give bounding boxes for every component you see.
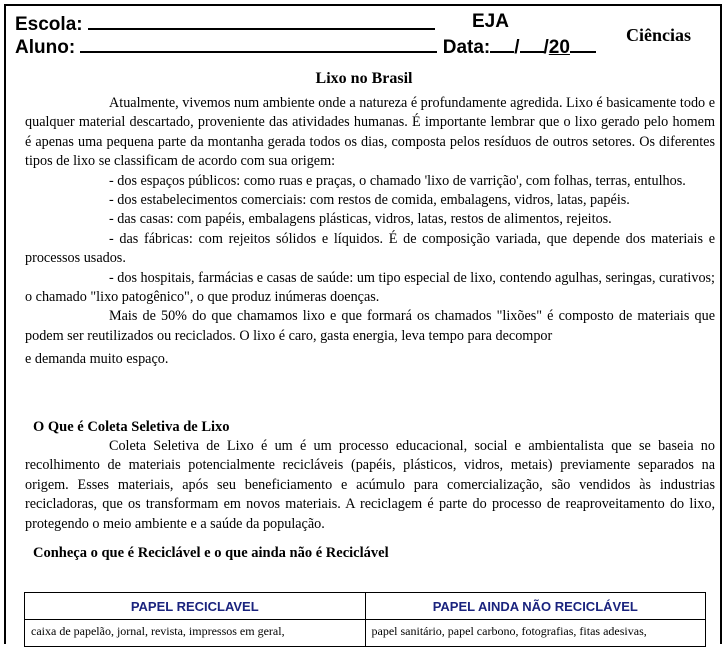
- student-blank[interactable]: [80, 35, 437, 53]
- date-year-blank[interactable]: [570, 35, 596, 53]
- date-sep-1: /: [514, 37, 520, 58]
- student-label: Aluno:: [15, 37, 76, 58]
- school-blank[interactable]: [88, 12, 435, 30]
- list-item-factories: - das fábricas: com rejeitos sólidos e líquidos. É de composição variada, que depende dos materiais e processos usados.: [25, 230, 715, 267]
- date-sep-2: /: [543, 37, 549, 58]
- table-row: [25, 620, 706, 647]
- section-title-selective-collection: O Que é Coleta Seletiva de Lixo: [33, 419, 230, 435]
- paragraph-2: Mais de 50% do que chamamos lixo e que formará os chamados "lixões" é composto de materiais que podem ser reutilizados ou reciclados. O lixo é caro, gasta energia, leva tempo para decompor: [25, 308, 715, 344]
- cell-not-recyclable: papel sanitário, papel carbono, fotografias, fitas adesivas,: [365, 620, 706, 647]
- page-title: Lixo no Brasil: [315, 70, 413, 87]
- school-label: Escola:: [15, 14, 83, 35]
- list-item-homes: - das casas: com papéis, embalagens plásticas, vidros, latas, restos de alimentos, rejeitos.: [109, 211, 612, 228]
- date-year-prefix: 20: [548, 37, 570, 58]
- selective-collection-text: Coleta Seletiva de Lixo é um é um processo educacional, social e ambientalista que se baseia no recolhimento de materiais potencialmente recicláveis (papéis, plásticos, vidros, metais) previamente separados na origem. Esses materiais, após seu beneficiamento e acúmulo para comercialização, são vendidos às industrias recicladoras, que os transformam em novos materiais. A reciclagem é parte do processo de reaproveitamento do lixo, protegendo o meio ambiente e a saúde da população.: [25, 438, 715, 532]
- section-title-recyclable: Conheça o que é Reciclável e o que ainda não é Reciclável: [33, 545, 389, 561]
- paragraph-1: Atualmente, vivemos num ambiente onde a natureza é profundamente agredida. Lixo é basicamente todo e qualquer material descartado, proveniente das atividades humanas. É importante lembrar que o lixo gerado pelo homem é apenas uma pequena parte da montanha gerada todos os dias, composta pelos resíduos de outros setores. Os diferentes tipos de lixo se classificam de acordo com sua origem:: [25, 95, 715, 170]
- header-recyclable: PAPEL RECICLAVEL: [25, 593, 366, 620]
- date-month-blank[interactable]: [520, 35, 544, 53]
- list-item-commercial: - dos estabelecimentos comerciais: com restos de comida, embalagens, vidros, latas, papéis.: [109, 192, 630, 209]
- eja-label: EJA: [472, 11, 509, 32]
- student-line: [15, 35, 596, 57]
- intro-text: [25, 94, 715, 370]
- date-day-blank[interactable]: [490, 35, 514, 53]
- list-item-hospitals: - dos hospitais, farmácias e casas de saúde: um tipo especial de lixo, contendo agulhas, seringas, curativos; o chamado "lixo patogênico", o que produz inúmeras doenças.: [25, 269, 715, 306]
- list-item-public: - dos espaços públicos: como ruas e praças, o chamado 'lixo de varrição', com folhas, terras, entulhos.: [109, 172, 686, 189]
- selective-collection-text-block: [25, 437, 715, 534]
- subject-label: Ciências: [626, 25, 691, 45]
- table-header-row: [25, 593, 706, 620]
- school-line: [15, 12, 435, 34]
- header-not-recyclable: PAPEL AINDA NÃO RECICLÁVEL: [365, 593, 706, 620]
- recyclable-table: [24, 592, 706, 647]
- cell-recyclable: caixa de papelão, jornal, revista, impressos em geral,: [25, 620, 366, 647]
- date-label: Data:: [442, 37, 491, 58]
- paragraph-2-end: e demanda muito espaço.: [25, 351, 169, 368]
